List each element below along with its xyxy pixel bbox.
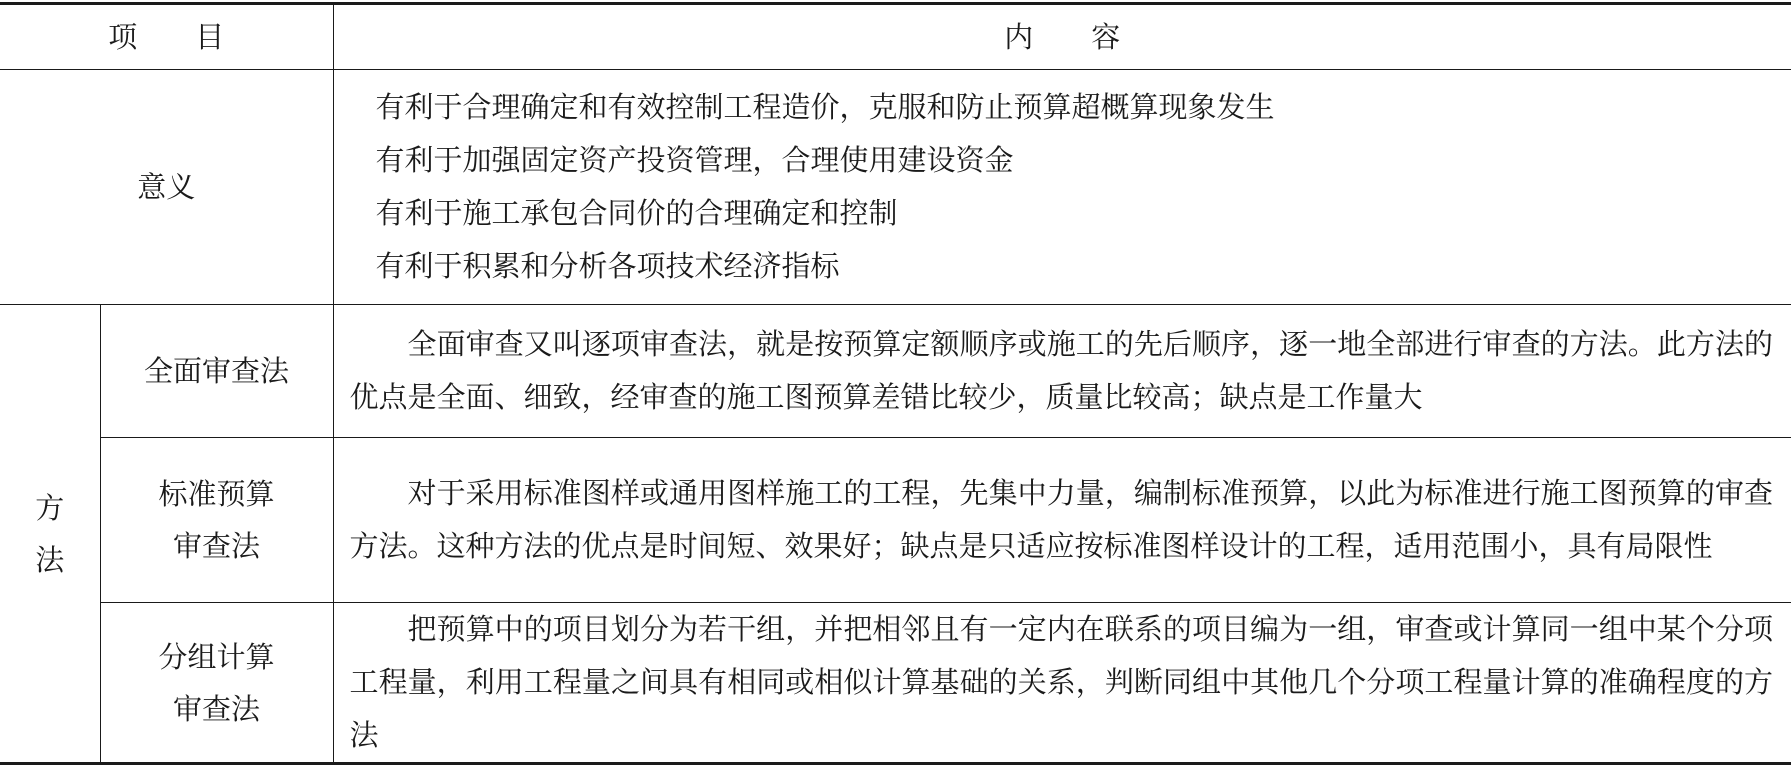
significance-line: 有利于施工承包合同价的合理确定和控制 [375, 196, 898, 230]
header-content: 内 容 [333, 4, 1791, 70]
significance-content [333, 70, 1791, 305]
header-item: 项 目 [0, 4, 333, 70]
method-name-line: 审查法 [173, 529, 261, 563]
method-description-text: 全面审查又叫逐项审查法，就是按预算定额顺序或施工的先后顺序，逐一地全部进行审查的方法。此方法的优点是全面、细致，经审查的施工图预算差错比较少，质量比较高；缺点是工作量大 [349, 327, 1774, 414]
method-name-line: 标准预算 [158, 477, 275, 511]
method-name-line: 全面审查法 [144, 354, 290, 388]
method-row-standard-budget [0, 438, 1791, 603]
methods-label [0, 305, 100, 764]
significance-label: 意义 [0, 70, 333, 305]
methods-label-line: 方 [35, 490, 65, 525]
review-methods-table [0, 2, 1791, 765]
method-name-line: 分组计算 [158, 639, 275, 674]
method-name-line: 审查法 [173, 691, 261, 726]
method-name [100, 603, 333, 764]
method-row-full-review [0, 305, 1791, 438]
significance-row [0, 70, 1791, 305]
method-row-group-calc [0, 603, 1791, 764]
significance-line: 有利于合理确定和有效控制工程造价，克服和防止预算超概算现象发生 [375, 90, 1275, 124]
significance-line: 有利于积累和分析各项技术经济指标 [375, 249, 840, 283]
significance-line: 有利于加强固定资产投资管理，合理使用建设资金 [375, 143, 1014, 177]
method-description-text: 把预算中的项目划分为若干组，并把相邻且有一定内在联系的项目编为一组，审查或计算同一组中某个分项工程量，利用工程量之间具有相同或相似计算基础的关系，判断同组中其他几个分项工程量计算的准确程度的方法 [349, 612, 1774, 752]
method-name [100, 438, 333, 603]
table-header-row [0, 4, 1791, 70]
method-description [333, 603, 1791, 764]
method-description-text: 对于采用标准图样或通用图样施工的工程，先集中力量，编制标准预算，以此为标准进行施工图预算的审查方法。这种方法的优点是时间短、效果好；缺点是只适应按标准图样设计的工程，适用范围小，具有局限性 [349, 476, 1774, 563]
method-name [100, 305, 333, 438]
methods-label-line: 法 [35, 542, 65, 577]
method-description [333, 305, 1791, 438]
method-description [333, 438, 1791, 603]
